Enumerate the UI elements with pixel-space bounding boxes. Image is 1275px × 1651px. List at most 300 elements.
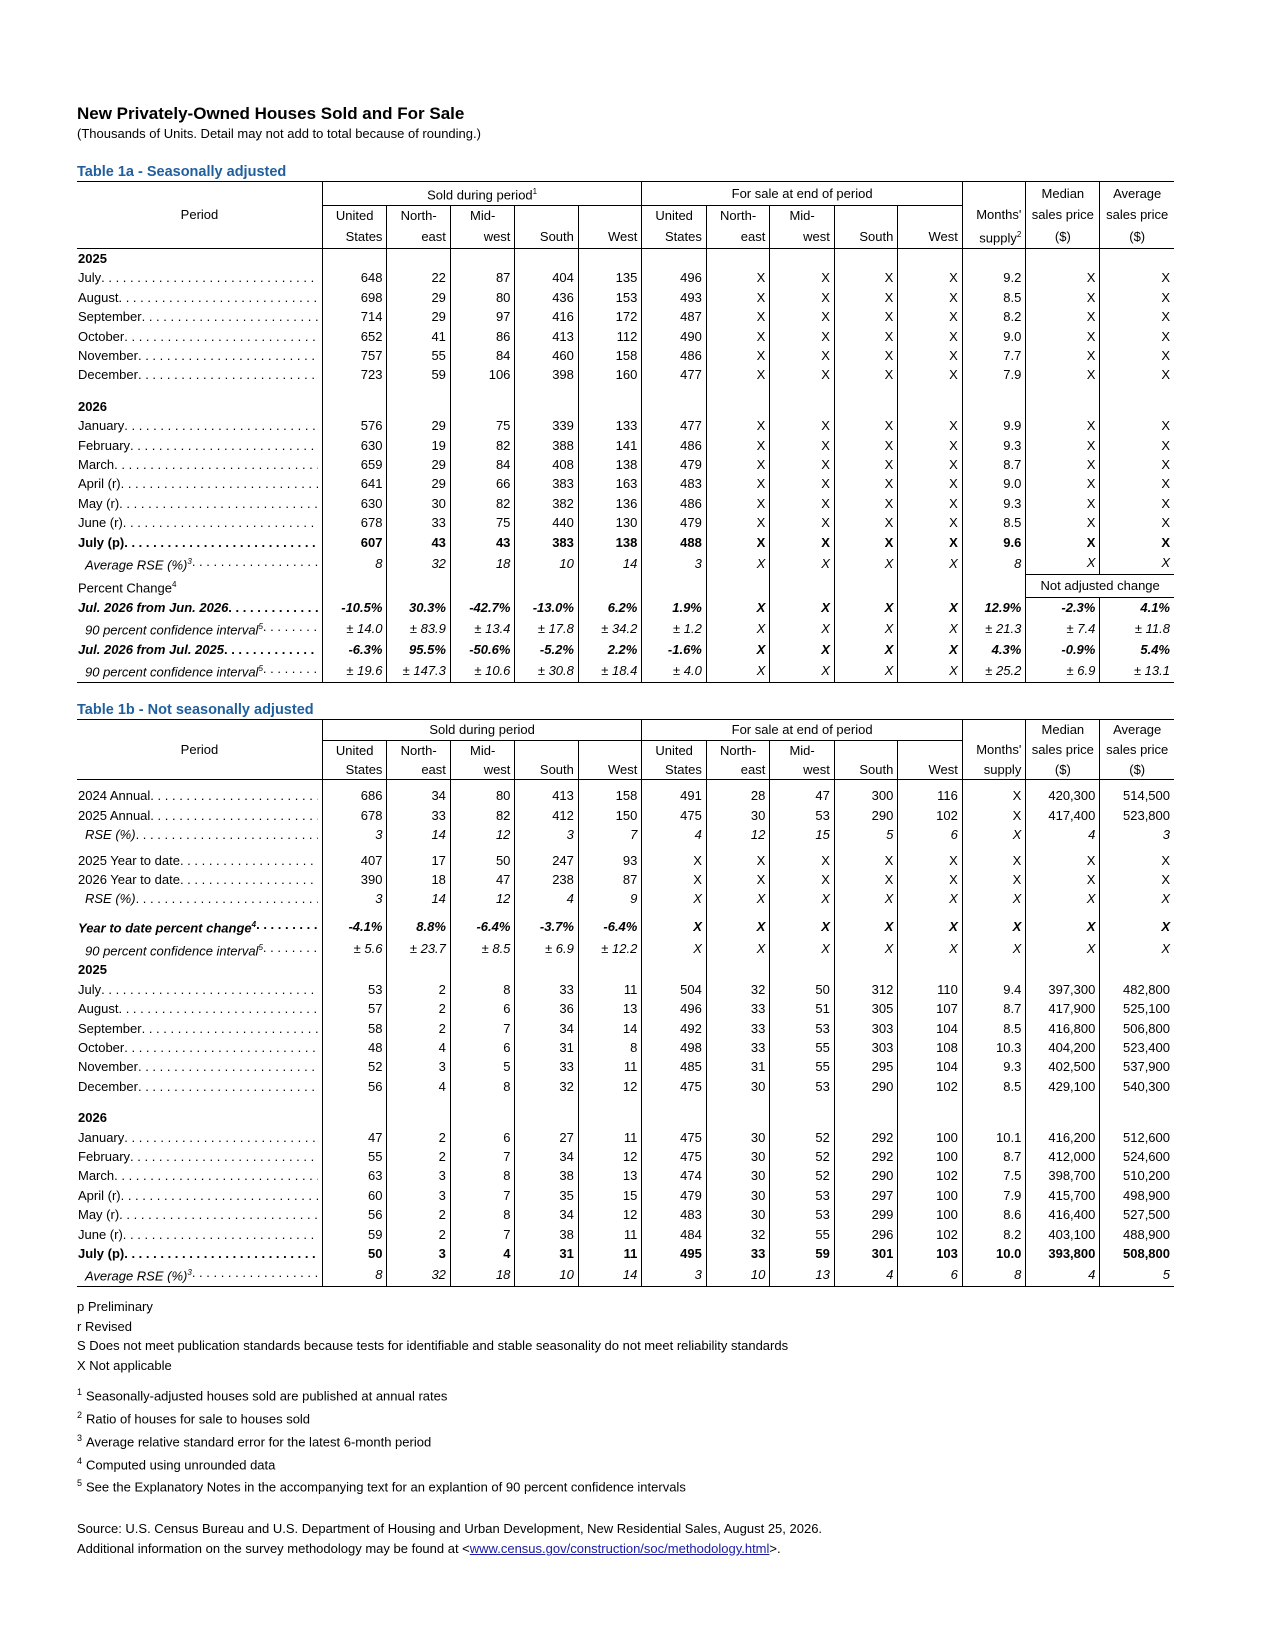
cell-sold-south: 36 — [515, 999, 578, 1018]
row-label-leader — [78, 1057, 318, 1076]
cell-sold-midwest: -50.6% — [450, 640, 515, 659]
cell-forsale-midwest: 52 — [770, 1166, 835, 1185]
cell-forsale-northeast: X — [706, 597, 769, 617]
cell-sold-west: 7 — [578, 825, 641, 844]
cell-average-price: ± 13.1 — [1100, 659, 1174, 682]
cell-sold-northeast: 2 — [387, 1205, 450, 1224]
cell-sold-south: 38 — [515, 1166, 578, 1185]
cell-forsale-midwest: X — [770, 268, 835, 287]
cell-forsale-south: 303 — [834, 1019, 897, 1038]
cell-sold-south: 34 — [515, 1019, 578, 1038]
row-label-sup: 5 — [258, 622, 263, 632]
cell-forsale-south: 292 — [834, 1128, 897, 1147]
row-label-text — [78, 346, 138, 365]
row-label — [77, 915, 322, 938]
cell-sold-south: 34 — [515, 1147, 578, 1166]
cell-forsale-midwest: 52 — [770, 1128, 835, 1147]
cell-average-price: X — [1161, 367, 1170, 383]
row-label-value: April (r) — [78, 476, 121, 492]
cell-forsale-south: 301 — [834, 1244, 897, 1263]
row-label-sup: 4 — [251, 919, 257, 929]
cell-forsale-west: 102 — [898, 1166, 963, 1185]
cell-months-supply: 9.4 — [962, 980, 1025, 999]
cell-sold-us: 390 — [322, 870, 387, 889]
table-row — [77, 870, 1174, 889]
row-label-leader — [78, 416, 318, 435]
cell-sold-northeast: 55 — [387, 346, 450, 365]
cell-sold-midwest: 18 — [450, 552, 515, 575]
cell-median-price: X — [1026, 889, 1100, 908]
header-sold-midwest-l2: west — [450, 225, 515, 248]
cell-sold-northeast: 3 — [387, 1244, 450, 1263]
table-row — [77, 385, 1174, 397]
cell-sold-northeast: 3 — [387, 1186, 450, 1205]
row-label-value: Average RSE (%) — [85, 1268, 188, 1284]
cell-months-supply: 9.0 — [962, 327, 1025, 346]
table-row — [77, 980, 1174, 999]
cell-sold-northeast: 30 — [387, 494, 450, 513]
header-sold-sup: 1 — [532, 187, 538, 196]
dot-leader — [124, 327, 318, 346]
methodology-prefix: Additional information on the survey methodology may be found at < — [77, 1541, 470, 1557]
row-label-leader — [78, 806, 318, 825]
cell-sold-west: 160 — [578, 365, 641, 384]
row-label-value: November — [78, 347, 138, 363]
legend-key: p — [77, 1299, 85, 1315]
row-label-value: May (r) — [78, 495, 120, 511]
cell-sold-south: 383 — [515, 533, 578, 552]
cell-forsale-midwest: 53 — [770, 1019, 835, 1038]
cell-forsale-us: 477 — [642, 416, 707, 435]
table-row — [77, 806, 1174, 825]
row-label-leader — [78, 455, 318, 474]
row-label — [77, 617, 322, 640]
cell-average-price: X — [1161, 309, 1170, 325]
row-label-value: April (r) — [78, 1187, 121, 1203]
cell-sold-south: 413 — [515, 786, 578, 805]
cell-sold-us: 8 — [322, 1263, 387, 1286]
dot-leader — [136, 889, 318, 908]
row-label-text — [78, 416, 124, 435]
cell-sold-us: 757 — [322, 346, 387, 365]
row-label-value: January — [78, 418, 125, 434]
row-label-leader — [78, 1225, 318, 1244]
cell-forsale-midwest: 53 — [770, 1186, 835, 1205]
cell-sold-us: 3 — [322, 825, 387, 844]
header-forsale-us-l1: United — [642, 740, 707, 760]
cell-forsale-midwest: 15 — [770, 825, 835, 844]
cell-forsale-west: 108 — [898, 1038, 963, 1057]
row-label-leader — [78, 1205, 318, 1224]
row-label-value: December — [78, 1078, 138, 1094]
cell-sold-west: 8 — [578, 1038, 641, 1057]
cell-forsale-northeast: 32 — [706, 980, 769, 999]
cell-forsale-west: 100 — [898, 1186, 963, 1205]
cell-forsale-midwest: 52 — [770, 1147, 835, 1166]
row-label-text — [78, 1077, 138, 1096]
cell-sold-northeast: 33 — [387, 513, 450, 532]
cell-sold-us: 59 — [322, 1225, 387, 1244]
row-label — [77, 416, 322, 435]
cell-forsale-us: 486 — [642, 494, 707, 513]
row-label-leader — [85, 552, 318, 575]
row-label-text — [78, 1128, 124, 1147]
cell-forsale-west: X — [898, 640, 963, 659]
row-label-leader — [85, 659, 318, 682]
cell-average-price: 5.4% — [1140, 642, 1170, 658]
cell-sold-midwest: ± 8.5 — [450, 938, 515, 961]
cell-median-price: X — [1026, 870, 1100, 889]
cell-sold-south: 460 — [515, 346, 578, 365]
cell-sold-midwest: 106 — [450, 365, 515, 384]
header-sold-south-l2: South — [515, 225, 578, 248]
cell-median-price: X — [1026, 552, 1100, 575]
row-label-value: August — [78, 1001, 119, 1017]
header-average-l1: Average — [1100, 720, 1174, 740]
notes — [77, 1297, 1177, 1497]
cell-median-price: 429,100 — [1026, 1077, 1100, 1096]
cell-sold-midwest: 6 — [450, 999, 515, 1018]
cell-sold-midwest: 47 — [450, 870, 515, 889]
cell-forsale-south: 292 — [834, 1147, 897, 1166]
cell-forsale-midwest: X — [770, 436, 835, 455]
table-row — [77, 1077, 1174, 1096]
cell-sold-midwest: 86 — [450, 327, 515, 346]
cell-sold-us: 648 — [322, 268, 387, 287]
cell-sold-us: ± 14.0 — [322, 617, 387, 640]
cell-forsale-northeast: X — [706, 327, 769, 346]
row-label-leader — [85, 617, 318, 640]
cell-forsale-northeast: X — [706, 268, 769, 287]
cell-forsale-west: X — [898, 416, 963, 435]
table-row — [77, 960, 1174, 979]
cell-sold-us: 714 — [322, 307, 387, 326]
cell-forsale-us: 475 — [642, 1147, 707, 1166]
row-label-text — [78, 786, 150, 805]
cell-sold-west: 14 — [578, 1263, 641, 1286]
footnote-number: 5 — [77, 1478, 83, 1489]
cell-average-price: X — [1161, 872, 1170, 888]
cell-sold-west: 9 — [578, 889, 641, 908]
cell-forsale-midwest: 59 — [770, 1244, 835, 1263]
cell-sold-south: 27 — [515, 1128, 578, 1147]
row-label-value: July — [78, 270, 102, 286]
cell-sold-west: 14 — [578, 1019, 641, 1038]
cell-forsale-west: X — [898, 597, 963, 617]
cell-sold-midwest: 4 — [450, 1244, 515, 1263]
cell-median-price: X — [1026, 288, 1100, 307]
dot-leader — [124, 1128, 318, 1147]
row-label-text — [78, 999, 118, 1018]
cell-sold-us: 723 — [322, 365, 387, 384]
row-label-text — [78, 533, 124, 552]
cell-forsale-us: 475 — [642, 1128, 707, 1147]
table-1b-caption: Table 1b - Not seasonally adjusted — [77, 702, 314, 719]
cell-forsale-south: X — [834, 474, 897, 493]
cell-forsale-midwest: X — [770, 617, 835, 640]
cell-median-price: ± 7.4 — [1026, 617, 1100, 640]
cell-average-price: X — [1161, 437, 1170, 453]
row-label-value: May (r) — [78, 1207, 120, 1223]
row-label — [77, 346, 322, 365]
cell-sold-south: 404 — [515, 268, 578, 287]
row-label — [77, 825, 322, 844]
table-row — [77, 248, 1174, 268]
legend-text: Does not meet publication standards because tests for identifiable and stable seasonality do not meet reliability standards — [89, 1338, 789, 1354]
cell-average-price: 527,500 — [1123, 1207, 1170, 1223]
row-label — [77, 1186, 322, 1205]
cell-months-supply: X — [962, 938, 1025, 961]
cell-forsale-south: X — [834, 346, 897, 365]
cell-sold-northeast: 22 — [387, 268, 450, 287]
cell-forsale-south: X — [834, 455, 897, 474]
cell-average-price: X — [1161, 418, 1170, 434]
cell-sold-midwest: 84 — [450, 346, 515, 365]
header-sold-label: Sold during period — [429, 722, 535, 738]
cell-median-price: 4 — [1026, 1263, 1100, 1286]
dot-leader — [101, 268, 318, 287]
cell-sold-midwest: ± 13.4 — [450, 617, 515, 640]
row-label-value: November — [78, 1059, 138, 1075]
cell-forsale-us: 504 — [642, 980, 707, 999]
header-average-l2: sales price — [1106, 207, 1169, 223]
cell-sold-us: 53 — [322, 980, 387, 999]
dot-leader — [138, 365, 318, 384]
cell-forsale-midwest: 51 — [770, 999, 835, 1018]
header-months-l2 — [962, 225, 1025, 248]
cell-forsale-south: X — [834, 640, 897, 659]
cell-sold-midwest: 87 — [450, 268, 515, 287]
dot-leader — [121, 1186, 318, 1205]
row-label-leader — [85, 1263, 318, 1286]
header-months-sup: 2 — [1016, 230, 1022, 240]
row-label-text — [85, 825, 136, 844]
header-period-spacer — [77, 182, 322, 206]
cell-sold-us: 55 — [322, 1147, 387, 1166]
header-months-label: supply — [983, 762, 1022, 778]
header-average-l3: ($) — [1100, 225, 1174, 248]
cell-sold-us: 686 — [322, 786, 387, 805]
legend-key: S — [77, 1338, 86, 1354]
table-row — [77, 575, 1174, 598]
cell-forsale-midwest: X — [770, 851, 835, 870]
table-row — [77, 1166, 1174, 1185]
cell-average-price: 524,600 — [1123, 1149, 1170, 1164]
row-label-text — [78, 640, 224, 659]
cell-forsale-south: X — [834, 327, 897, 346]
row-label-value: September — [78, 1020, 142, 1036]
cell-sold-us: 630 — [322, 436, 387, 455]
row-label-text — [78, 307, 142, 326]
cell-sold-south: ± 17.8 — [515, 617, 578, 640]
cell-sold-south: 3 — [515, 825, 578, 844]
cell-forsale-northeast: 12 — [706, 825, 769, 844]
row-label — [77, 889, 322, 908]
dot-leader — [150, 786, 318, 805]
cell-months-supply: 9.3 — [962, 436, 1025, 455]
cell-forsale-us: 491 — [642, 786, 707, 805]
cell-forsale-midwest: X — [770, 889, 835, 908]
cell-sold-us: 48 — [322, 1038, 387, 1057]
cell-sold-south: 413 — [515, 327, 578, 346]
row-label-leader — [85, 889, 318, 908]
cell-median-price: 415,700 — [1026, 1186, 1100, 1205]
cell-sold-northeast: 29 — [387, 307, 450, 326]
row-label-value: August — [78, 289, 119, 305]
header-forsale-midwest-l1: Mid- — [770, 740, 835, 760]
dot-leader — [124, 1244, 318, 1263]
cell-sold-us: 630 — [322, 494, 387, 513]
cell-sold-west: 87 — [578, 870, 641, 889]
row-label-leader — [78, 327, 318, 346]
row-label — [77, 1205, 322, 1224]
row-label-value: October — [78, 328, 125, 344]
cell-forsale-us: 484 — [642, 1225, 707, 1244]
cell-average-price: X — [1161, 476, 1170, 492]
cell-forsale-us: 493 — [642, 288, 707, 307]
row-label-text — [78, 915, 256, 938]
header-sold-northeast-l1: North- — [387, 740, 450, 760]
cell-forsale-south: X — [834, 659, 897, 682]
cell-months-supply: 7.9 — [962, 365, 1025, 384]
footnote-text: See the Explanatory Notes in the accompanying text for an explantion of 90 percent confidence intervals — [86, 1479, 686, 1495]
footnote-text: Computed using unrounded data — [86, 1456, 276, 1472]
cell-months-supply: 7.5 — [962, 1166, 1025, 1185]
dot-leader — [263, 617, 318, 640]
header-forsale-northeast-l2: east — [706, 225, 769, 248]
cell-sold-west: 12 — [578, 1147, 641, 1166]
row-label-text — [78, 1205, 119, 1224]
cell-forsale-northeast: X — [706, 307, 769, 326]
cell-forsale-west: X — [898, 455, 963, 474]
cell-median-price: 403,100 — [1026, 1225, 1100, 1244]
cell-forsale-us: ± 1.2 — [642, 617, 707, 640]
dot-leader — [263, 659, 318, 682]
cell-sold-west: 12 — [578, 1205, 641, 1224]
header-forsale-northeast-l1: North- — [706, 740, 769, 760]
cell-sold-west: 158 — [578, 786, 641, 805]
dot-leader — [114, 455, 318, 474]
cell-months-supply: 8.7 — [962, 1147, 1025, 1166]
cell-median-price: X — [1026, 327, 1100, 346]
cell-forsale-midwest: X — [770, 552, 835, 575]
cell-forsale-south: X — [834, 597, 897, 617]
cell-sold-midwest: 12 — [450, 825, 515, 844]
dot-leader — [114, 1166, 318, 1185]
row-label-leader — [78, 870, 318, 889]
footnote-text: Average relative standard error for the latest 6-month period — [86, 1434, 432, 1450]
row-label — [77, 870, 322, 889]
cell-sold-northeast: 2 — [387, 1128, 450, 1147]
cell-sold-midwest: 7 — [450, 1186, 515, 1205]
cell-sold-west: 138 — [578, 533, 641, 552]
cell-sold-us: ± 5.6 — [322, 938, 387, 961]
cell-forsale-west: 102 — [898, 1077, 963, 1096]
cell-months-supply: 9.3 — [962, 1057, 1025, 1076]
row-label-value: July (p) — [78, 1246, 125, 1262]
cell-forsale-midwest: 53 — [770, 1077, 835, 1096]
row-label — [77, 1244, 322, 1263]
row-label-leader — [78, 268, 318, 287]
legend-list — [77, 1297, 1177, 1375]
cell-sold-northeast: 59 — [387, 365, 450, 384]
row-label-text — [78, 598, 228, 617]
cell-forsale-northeast: 10 — [706, 1263, 769, 1286]
header-forsale-midwest-l2: west — [770, 225, 835, 248]
cell-average-price: X — [1161, 328, 1170, 344]
cell-sold-west: 136 — [578, 494, 641, 513]
table-row — [77, 455, 1174, 474]
cell-forsale-west: 100 — [898, 1147, 963, 1166]
cell-sold-south: 10 — [515, 1263, 578, 1286]
cell-forsale-south: 300 — [834, 786, 897, 805]
row-label — [77, 307, 322, 326]
row-label — [77, 1077, 322, 1096]
cell-forsale-northeast: 30 — [706, 1166, 769, 1185]
cell-forsale-midwest: 53 — [770, 806, 835, 825]
cell-forsale-us: -1.6% — [642, 640, 707, 659]
header-forsale-northeast-l1: North- — [706, 205, 769, 225]
row-label-value: January — [78, 1129, 125, 1145]
cell-median-price: 417,400 — [1026, 806, 1100, 825]
legend-key: r — [77, 1318, 82, 1334]
dot-leader — [119, 494, 318, 513]
cell-sold-us: -4.1% — [322, 915, 387, 938]
cell-forsale-west: X — [898, 327, 963, 346]
cell-forsale-south: 297 — [834, 1186, 897, 1205]
row-label-text — [78, 1225, 123, 1244]
cell-sold-midwest: 75 — [450, 416, 515, 435]
cell-months-supply: X — [962, 870, 1025, 889]
cell-sold-south: 33 — [515, 1057, 578, 1076]
cell-sold-us: 47 — [322, 1128, 387, 1147]
header-months-l1: Months' — [962, 205, 1025, 225]
header-forsale-midwest-l1: Mid- — [770, 205, 835, 225]
table-row — [77, 268, 1174, 287]
cell-forsale-west: 104 — [898, 1019, 963, 1038]
cell-average-price: X — [1161, 456, 1170, 472]
cell-forsale-south: X — [834, 513, 897, 532]
cell-sold-south: 35 — [515, 1186, 578, 1205]
dot-leader — [136, 825, 318, 844]
footnote-number: 3 — [77, 1432, 83, 1443]
cell-forsale-northeast: X — [706, 938, 769, 961]
cell-sold-us: 641 — [322, 474, 387, 493]
legend-text: Not applicable — [89, 1357, 172, 1373]
row-label-text — [78, 513, 123, 532]
methodology-link[interactable]: www.census.gov/construction/soc/methodology.html — [469, 1541, 770, 1557]
cell-sold-south: 383 — [515, 474, 578, 493]
row-label-leader — [78, 533, 318, 552]
cell-sold-northeast: 30.3% — [387, 597, 450, 617]
cell-median-price: -0.9% — [1026, 640, 1100, 659]
cell-sold-south: 31 — [515, 1038, 578, 1057]
header-months-l2 — [962, 760, 1025, 780]
cell-forsale-northeast: 33 — [706, 999, 769, 1018]
row-label-value: December — [78, 367, 138, 383]
cell-average-price: 523,800 — [1123, 807, 1170, 823]
cell-forsale-northeast: 30 — [706, 1077, 769, 1096]
cell-sold-west: 158 — [578, 346, 641, 365]
cell-months-supply: 7.7 — [962, 346, 1025, 365]
dot-leader — [101, 980, 318, 999]
cell-forsale-south: 4 — [834, 1263, 897, 1286]
cell-sold-south: 238 — [515, 870, 578, 889]
row-label-text — [78, 1166, 114, 1185]
row-label-text — [85, 552, 192, 575]
cell-sold-midwest: ± 10.6 — [450, 659, 515, 682]
cell-months-supply: 8.7 — [962, 999, 1025, 1018]
